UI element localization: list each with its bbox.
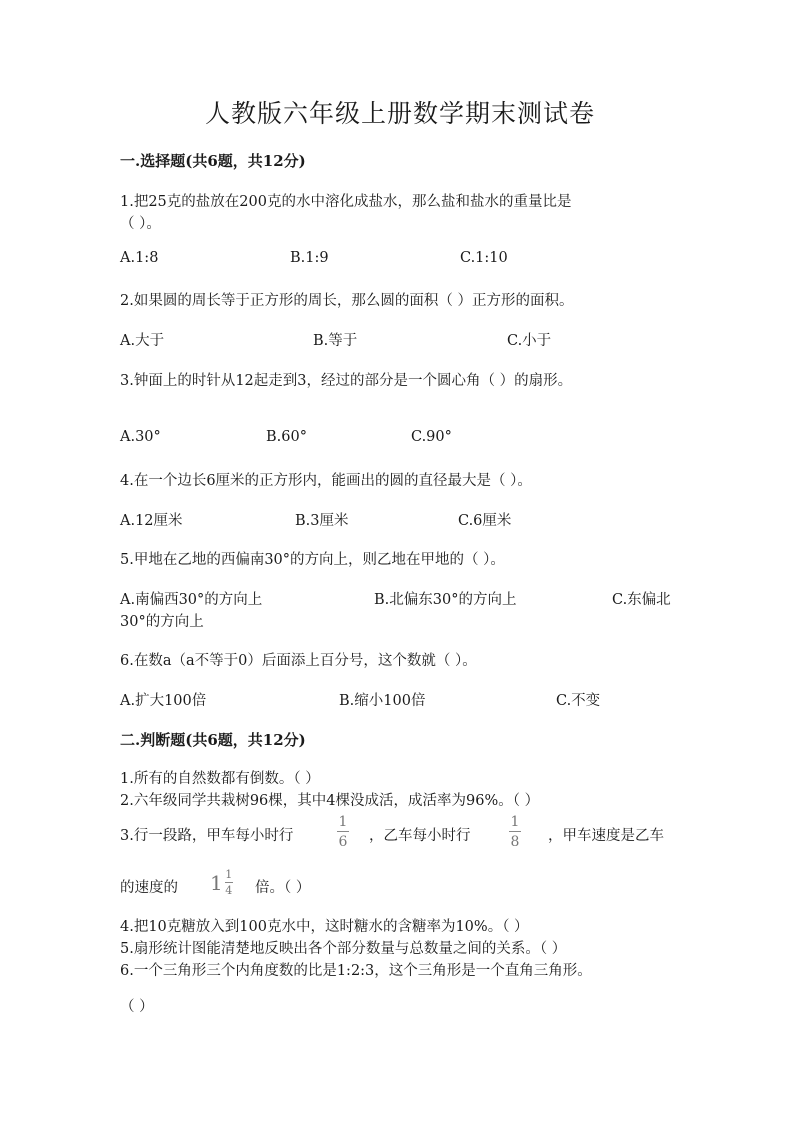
fraction-one-eighth xyxy=(509,814,521,850)
judgment-3-line2-a: 的速度的 xyxy=(120,880,178,896)
judgment-3-part-a: 3.行一段路，甲车每小时行 xyxy=(120,828,294,844)
option-1a: A.1:8 xyxy=(120,250,159,266)
fraction-denominator: 4 xyxy=(225,884,233,897)
option-6a: A.扩大100倍 xyxy=(120,693,207,709)
option-6c: C.不变 xyxy=(556,693,601,709)
mixed-number-one-and-quarter xyxy=(210,869,233,897)
mixed-fraction xyxy=(225,869,233,897)
question-4: 4.在一个边长6厘米的正方形内，能画出的圆的直径最大是（ ）。 xyxy=(120,473,532,489)
option-3c: C.90° xyxy=(411,429,452,445)
fraction-numerator: 1 xyxy=(338,814,348,830)
judgment-3-part-b: ，乙车每小时行 xyxy=(369,828,471,844)
option-5b: B.北偏东30°的方向上 xyxy=(374,592,517,608)
judgment-6: 6.一个三角形三个内角度数的比是1:2:3，这个三角形是一个直角三角形。 xyxy=(120,963,592,979)
fraction-numerator: 1 xyxy=(225,868,233,881)
judgment-4: 4.把10克糖放入到100克水中，这时糖水的含糖率为10%。（ ） xyxy=(120,919,529,935)
fraction-denominator: 8 xyxy=(510,834,520,850)
question-2: 2.如果圆的周长等于正方形的周长，那么圆的面积（ ）正方形的面积。 xyxy=(120,293,574,309)
option-2b: B.等于 xyxy=(313,333,358,349)
option-3b: B.60° xyxy=(266,429,307,445)
judgment-5: 5.扇形统计图能清楚地反映出各个部分数量与总数量之间的关系。（ ） xyxy=(120,941,567,957)
option-3a: A.30° xyxy=(120,429,161,445)
judgment-6-blank: （ ） xyxy=(120,999,154,1015)
option-4a: A.12厘米 xyxy=(120,513,183,529)
fraction-bar xyxy=(337,831,349,832)
fraction-denominator: 6 xyxy=(338,834,348,850)
option-1c: C.1:10 xyxy=(460,250,508,266)
mixed-whole: 1 xyxy=(210,871,223,895)
judgment-3-line2-b: 倍。（ ） xyxy=(255,880,311,896)
option-5c-continued: 30°的方向上 xyxy=(120,614,204,630)
option-2c: C.小于 xyxy=(507,333,552,349)
fraction-bar xyxy=(225,882,233,883)
fraction-one-sixth xyxy=(337,814,349,850)
page-title: 人教版六年级上册数学期末测试卷 xyxy=(204,99,595,128)
judgment-1: 1.所有的自然数都有倒数。（ ） xyxy=(120,771,320,787)
question-5: 5.甲地在乙地的西偏南30°的方向上，则乙地在甲地的（ ）。 xyxy=(120,552,505,568)
fraction-numerator: 1 xyxy=(510,814,520,830)
question-3: 3.钟面上的时针从12起走到3，经过的部分是一个圆心角（ ）的扇形。 xyxy=(120,373,573,389)
fraction-bar xyxy=(509,831,521,832)
question-1: 1.把25克的盐放在200克的水中溶化成盐水，那么盐和盐水的重量比是 xyxy=(120,194,572,210)
judgment-2: 2.六年级同学共栽树96棵，其中4棵没成活，成活率为96%。（ ） xyxy=(120,793,540,809)
section-heading-choice: 一.选择题(共6题，共12分) xyxy=(120,152,306,170)
option-5c: C.东偏北 xyxy=(612,592,671,608)
section-heading-judgment: 二.判断题(共6题，共12分) xyxy=(120,731,306,749)
option-2a: A.大于 xyxy=(120,333,165,349)
option-6b: B.缩小100倍 xyxy=(339,693,426,709)
option-4b: B.3厘米 xyxy=(295,513,349,529)
option-5a: A.南偏西30°的方向上 xyxy=(120,592,263,608)
judgment-3-part-c: ，甲车速度是乙车 xyxy=(548,828,664,844)
question-6: 6.在数a（a不等于0）后面添上百分号，这个数就（ ）。 xyxy=(120,653,477,669)
option-4c: C.6厘米 xyxy=(458,513,512,529)
question-1-blank: （ ）。 xyxy=(120,216,161,232)
option-1b: B.1:9 xyxy=(290,250,329,266)
